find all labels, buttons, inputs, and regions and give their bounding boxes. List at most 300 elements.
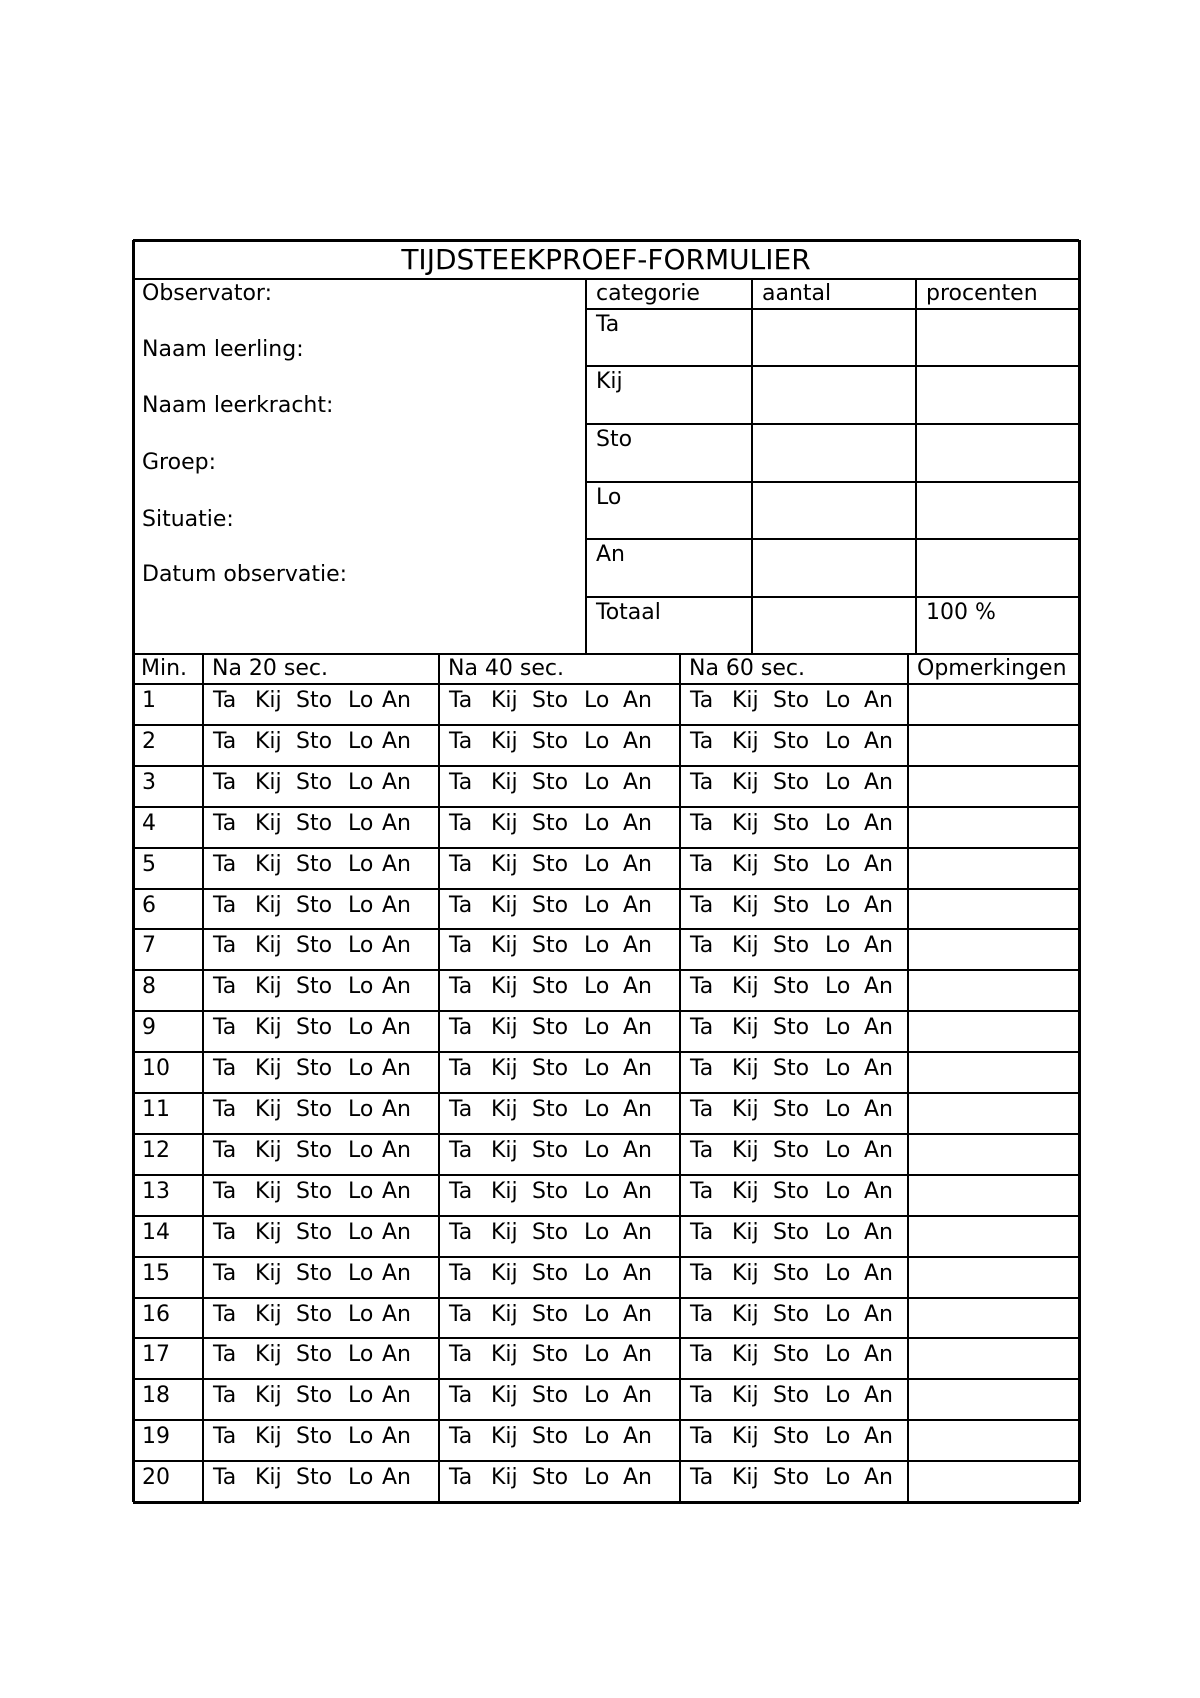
code-option-lo[interactable]: Lo xyxy=(348,688,374,713)
code-option-ta[interactable]: Ta xyxy=(449,892,473,918)
code-option-sto[interactable]: Sto xyxy=(296,933,333,959)
code-option-an[interactable]: An xyxy=(864,688,893,713)
code-option-an[interactable]: An xyxy=(382,1465,411,1491)
code-option-sto[interactable]: Sto xyxy=(773,769,810,795)
code-option-lo[interactable]: Lo xyxy=(584,933,610,959)
remark-field[interactable] xyxy=(908,1298,1079,1339)
code-option-sto[interactable]: Sto xyxy=(296,728,333,754)
code-option-kij[interactable]: Kij xyxy=(732,769,759,795)
code-option-sto[interactable]: Sto xyxy=(296,1301,333,1327)
code-option-lo[interactable]: Lo xyxy=(825,892,851,918)
code-option-kij[interactable]: Kij xyxy=(491,769,518,795)
code-option-an[interactable]: An xyxy=(382,892,411,918)
code-option-ta[interactable]: Ta xyxy=(690,1424,714,1450)
code-option-an[interactable]: An xyxy=(864,769,893,795)
code-option-kij[interactable]: Kij xyxy=(732,728,759,754)
code-option-lo[interactable]: Lo xyxy=(584,688,610,713)
code-option-lo[interactable]: Lo xyxy=(348,728,374,754)
code-option-an[interactable]: An xyxy=(623,728,652,754)
code-option-kij[interactable]: Kij xyxy=(255,1424,282,1450)
code-option-kij[interactable]: Kij xyxy=(491,974,518,1000)
code-option-sto[interactable]: Sto xyxy=(532,769,569,795)
code-option-kij[interactable]: Kij xyxy=(491,1260,518,1286)
code-option-ta[interactable]: Ta xyxy=(690,1015,714,1041)
code-option-sto[interactable]: Sto xyxy=(296,1465,333,1491)
code-option-kij[interactable]: Kij xyxy=(732,1465,759,1491)
code-option-lo[interactable]: Lo xyxy=(584,1260,610,1286)
code-option-sto[interactable]: Sto xyxy=(532,1301,569,1327)
code-option-sto[interactable]: Sto xyxy=(532,1465,569,1491)
code-option-lo[interactable]: Lo xyxy=(584,892,610,918)
code-option-an[interactable]: An xyxy=(623,1342,652,1368)
code-option-kij[interactable]: Kij xyxy=(491,1056,518,1082)
code-option-lo[interactable]: Lo xyxy=(825,933,851,959)
code-option-kij[interactable]: Kij xyxy=(491,933,518,959)
code-option-sto[interactable]: Sto xyxy=(296,1015,333,1041)
code-option-kij[interactable]: Kij xyxy=(255,1219,282,1245)
code-option-ta[interactable]: Ta xyxy=(213,1342,237,1368)
code-option-lo[interactable]: Lo xyxy=(584,1097,610,1122)
code-option-sto[interactable]: Sto xyxy=(773,1342,810,1368)
code-option-lo[interactable]: Lo xyxy=(825,1137,851,1163)
code-option-an[interactable]: An xyxy=(382,810,411,836)
code-option-kij[interactable]: Kij xyxy=(491,1383,518,1409)
code-option-ta[interactable]: Ta xyxy=(213,933,237,959)
code-option-an[interactable]: An xyxy=(864,1178,893,1204)
code-option-kij[interactable]: Kij xyxy=(732,1097,759,1122)
code-option-ta[interactable]: Ta xyxy=(213,1465,237,1491)
code-option-lo[interactable]: Lo xyxy=(825,1015,851,1041)
code-option-an[interactable]: An xyxy=(382,933,411,959)
code-option-an[interactable]: An xyxy=(623,1056,652,1082)
code-option-kij[interactable]: Kij xyxy=(732,1056,759,1082)
code-option-an[interactable]: An xyxy=(382,1424,411,1450)
code-option-lo[interactable]: Lo xyxy=(348,1424,374,1450)
code-option-kij[interactable]: Kij xyxy=(255,1301,282,1327)
code-option-an[interactable]: An xyxy=(864,1424,893,1450)
code-option-kij[interactable]: Kij xyxy=(255,1178,282,1204)
code-option-lo[interactable]: Lo xyxy=(584,810,610,836)
remark-field[interactable] xyxy=(908,889,1079,930)
code-option-ta[interactable]: Ta xyxy=(449,851,473,877)
code-option-an[interactable]: An xyxy=(864,1260,893,1286)
code-option-an[interactable]: An xyxy=(864,1137,893,1163)
code-option-an[interactable]: An xyxy=(864,1056,893,1082)
code-option-kij[interactable]: Kij xyxy=(491,1137,518,1163)
code-option-ta[interactable]: Ta xyxy=(213,1260,237,1286)
code-option-kij[interactable]: Kij xyxy=(255,1056,282,1082)
code-option-ta[interactable]: Ta xyxy=(690,1342,714,1368)
code-option-an[interactable]: An xyxy=(864,1097,893,1122)
code-option-ta[interactable]: Ta xyxy=(213,1056,237,1082)
code-option-lo[interactable]: Lo xyxy=(584,851,610,877)
code-option-sto[interactable]: Sto xyxy=(296,1137,333,1163)
code-option-ta[interactable]: Ta xyxy=(690,1260,714,1286)
code-option-lo[interactable]: Lo xyxy=(348,933,374,959)
code-option-lo[interactable]: Lo xyxy=(584,1465,610,1491)
code-option-sto[interactable]: Sto xyxy=(532,974,569,1000)
code-option-lo[interactable]: Lo xyxy=(348,769,374,795)
code-option-lo[interactable]: Lo xyxy=(584,1178,610,1204)
code-option-ta[interactable]: Ta xyxy=(213,1424,237,1450)
code-option-ta[interactable]: Ta xyxy=(449,1383,473,1409)
code-option-an[interactable]: An xyxy=(864,933,893,959)
code-option-ta[interactable]: Ta xyxy=(449,1465,473,1491)
code-option-ta[interactable]: Ta xyxy=(213,1178,237,1204)
code-option-lo[interactable]: Lo xyxy=(584,1383,610,1409)
code-option-kij[interactable]: Kij xyxy=(491,851,518,877)
code-option-ta[interactable]: Ta xyxy=(213,1137,237,1163)
code-option-an[interactable]: An xyxy=(623,892,652,918)
code-option-kij[interactable]: Kij xyxy=(255,728,282,754)
remark-field[interactable] xyxy=(908,1011,1079,1052)
remark-field[interactable] xyxy=(908,1134,1079,1175)
remark-field[interactable] xyxy=(908,1461,1079,1502)
remark-field[interactable] xyxy=(908,1216,1079,1257)
code-option-sto[interactable]: Sto xyxy=(296,892,333,918)
code-option-kij[interactable]: Kij xyxy=(491,1219,518,1245)
code-option-sto[interactable]: Sto xyxy=(532,1219,569,1245)
code-option-an[interactable]: An xyxy=(382,1178,411,1204)
code-option-an[interactable]: An xyxy=(382,851,411,877)
code-option-ta[interactable]: Ta xyxy=(449,1342,473,1368)
code-option-lo[interactable]: Lo xyxy=(825,1342,851,1368)
code-option-sto[interactable]: Sto xyxy=(532,933,569,959)
code-option-lo[interactable]: Lo xyxy=(348,1342,374,1368)
code-option-sto[interactable]: Sto xyxy=(296,769,333,795)
code-option-lo[interactable]: Lo xyxy=(825,1383,851,1409)
code-option-an[interactable]: An xyxy=(864,810,893,836)
remark-field[interactable] xyxy=(908,684,1079,725)
code-option-lo[interactable]: Lo xyxy=(584,1015,610,1041)
code-option-lo[interactable]: Lo xyxy=(825,974,851,1000)
code-option-an[interactable]: An xyxy=(382,1137,411,1163)
remark-field[interactable] xyxy=(908,1257,1079,1298)
code-option-kij[interactable]: Kij xyxy=(732,1219,759,1245)
code-option-an[interactable]: An xyxy=(864,892,893,918)
code-option-an[interactable]: An xyxy=(623,851,652,877)
remark-field[interactable] xyxy=(908,929,1079,970)
code-option-an[interactable]: An xyxy=(864,1301,893,1327)
code-option-an[interactable]: An xyxy=(864,1383,893,1409)
code-option-sto[interactable]: Sto xyxy=(532,688,569,713)
code-option-ta[interactable]: Ta xyxy=(690,1219,714,1245)
code-option-kij[interactable]: Kij xyxy=(732,1137,759,1163)
code-option-sto[interactable]: Sto xyxy=(773,1301,810,1327)
code-option-kij[interactable]: Kij xyxy=(732,1178,759,1204)
code-option-kij[interactable]: Kij xyxy=(491,892,518,918)
code-option-lo[interactable]: Lo xyxy=(584,728,610,754)
code-option-kij[interactable]: Kij xyxy=(732,1424,759,1450)
code-option-ta[interactable]: Ta xyxy=(690,892,714,918)
code-option-ta[interactable]: Ta xyxy=(449,769,473,795)
code-option-sto[interactable]: Sto xyxy=(296,1056,333,1082)
code-option-ta[interactable]: Ta xyxy=(690,1137,714,1163)
code-option-kij[interactable]: Kij xyxy=(491,1015,518,1041)
code-option-ta[interactable]: Ta xyxy=(690,1056,714,1082)
code-option-lo[interactable]: Lo xyxy=(348,974,374,1000)
code-option-sto[interactable]: Sto xyxy=(532,1424,569,1450)
code-option-an[interactable]: An xyxy=(623,1097,652,1122)
code-option-lo[interactable]: Lo xyxy=(348,1260,374,1286)
code-option-an[interactable]: An xyxy=(864,1342,893,1368)
code-option-sto[interactable]: Sto xyxy=(532,892,569,918)
code-option-an[interactable]: An xyxy=(623,769,652,795)
code-option-an[interactable]: An xyxy=(623,1383,652,1409)
code-option-lo[interactable]: Lo xyxy=(348,1056,374,1082)
code-option-an[interactable]: An xyxy=(864,1015,893,1041)
code-option-sto[interactable]: Sto xyxy=(773,1219,810,1245)
remark-field[interactable] xyxy=(908,1052,1079,1093)
code-option-an[interactable]: An xyxy=(864,851,893,877)
code-option-an[interactable]: An xyxy=(382,1097,411,1122)
code-option-kij[interactable]: Kij xyxy=(732,892,759,918)
code-option-lo[interactable]: Lo xyxy=(348,1015,374,1041)
code-option-lo[interactable]: Lo xyxy=(825,1056,851,1082)
code-option-sto[interactable]: Sto xyxy=(296,1219,333,1245)
code-option-ta[interactable]: Ta xyxy=(213,769,237,795)
code-option-kij[interactable]: Kij xyxy=(491,1301,518,1327)
code-option-sto[interactable]: Sto xyxy=(296,1424,333,1450)
code-option-sto[interactable]: Sto xyxy=(532,1097,569,1122)
code-option-ta[interactable]: Ta xyxy=(449,1301,473,1327)
code-option-lo[interactable]: Lo xyxy=(584,769,610,795)
code-option-kij[interactable]: Kij xyxy=(255,1097,282,1122)
code-option-kij[interactable]: Kij xyxy=(255,1137,282,1163)
code-option-an[interactable]: An xyxy=(382,769,411,795)
code-option-lo[interactable]: Lo xyxy=(825,1178,851,1204)
code-option-ta[interactable]: Ta xyxy=(449,810,473,836)
code-option-kij[interactable]: Kij xyxy=(732,1342,759,1368)
code-option-kij[interactable]: Kij xyxy=(732,810,759,836)
code-option-ta[interactable]: Ta xyxy=(449,1056,473,1082)
code-option-kij[interactable]: Kij xyxy=(732,974,759,1000)
code-option-ta[interactable]: Ta xyxy=(213,1383,237,1409)
code-option-sto[interactable]: Sto xyxy=(296,851,333,877)
code-option-kij[interactable]: Kij xyxy=(491,810,518,836)
code-option-an[interactable]: An xyxy=(623,688,652,713)
code-option-an[interactable]: An xyxy=(382,1383,411,1409)
code-option-sto[interactable]: Sto xyxy=(296,688,333,713)
code-option-sto[interactable]: Sto xyxy=(296,1260,333,1286)
code-option-ta[interactable]: Ta xyxy=(690,810,714,836)
code-option-ta[interactable]: Ta xyxy=(213,1301,237,1327)
remark-field[interactable] xyxy=(908,1093,1079,1134)
code-option-sto[interactable]: Sto xyxy=(532,1015,569,1041)
code-option-lo[interactable]: Lo xyxy=(825,1465,851,1491)
code-option-kij[interactable]: Kij xyxy=(255,810,282,836)
code-option-lo[interactable]: Lo xyxy=(584,1301,610,1327)
code-option-kij[interactable]: Kij xyxy=(255,933,282,959)
code-option-ta[interactable]: Ta xyxy=(449,1015,473,1041)
code-option-an[interactable]: An xyxy=(382,1260,411,1286)
code-option-lo[interactable]: Lo xyxy=(348,1178,374,1204)
code-option-an[interactable]: An xyxy=(382,1219,411,1245)
code-option-ta[interactable]: Ta xyxy=(449,1137,473,1163)
code-option-sto[interactable]: Sto xyxy=(296,974,333,1000)
code-option-ta[interactable]: Ta xyxy=(213,1015,237,1041)
code-option-ta[interactable]: Ta xyxy=(213,1219,237,1245)
code-option-ta[interactable]: Ta xyxy=(213,728,237,754)
code-option-an[interactable]: An xyxy=(623,1178,652,1204)
code-option-kij[interactable]: Kij xyxy=(732,1015,759,1041)
code-option-an[interactable]: An xyxy=(382,1056,411,1082)
code-option-lo[interactable]: Lo xyxy=(348,1301,374,1327)
code-option-ta[interactable]: Ta xyxy=(690,933,714,959)
code-option-lo[interactable]: Lo xyxy=(825,1097,851,1122)
code-option-ta[interactable]: Ta xyxy=(449,1219,473,1245)
code-option-ta[interactable]: Ta xyxy=(449,933,473,959)
code-option-ta[interactable]: Ta xyxy=(690,851,714,877)
code-option-lo[interactable]: Lo xyxy=(825,728,851,754)
remark-field[interactable] xyxy=(908,725,1079,766)
code-option-lo[interactable]: Lo xyxy=(825,1301,851,1327)
code-option-sto[interactable]: Sto xyxy=(532,728,569,754)
code-option-lo[interactable]: Lo xyxy=(348,1219,374,1245)
code-option-kij[interactable]: Kij xyxy=(255,892,282,918)
code-option-ta[interactable]: Ta xyxy=(449,1260,473,1286)
remark-field[interactable] xyxy=(908,1420,1079,1461)
code-option-sto[interactable]: Sto xyxy=(773,933,810,959)
code-option-an[interactable]: An xyxy=(623,1301,652,1327)
code-option-lo[interactable]: Lo xyxy=(348,1137,374,1163)
code-option-kij[interactable]: Kij xyxy=(255,1015,282,1041)
code-option-sto[interactable]: Sto xyxy=(532,1137,569,1163)
code-option-ta[interactable]: Ta xyxy=(690,769,714,795)
code-option-an[interactable]: An xyxy=(623,1260,652,1286)
code-option-kij[interactable]: Kij xyxy=(255,974,282,1000)
code-option-sto[interactable]: Sto xyxy=(773,1383,810,1409)
code-option-kij[interactable]: Kij xyxy=(255,688,282,713)
code-option-kij[interactable]: Kij xyxy=(255,1465,282,1491)
code-option-an[interactable]: An xyxy=(382,688,411,713)
code-option-ta[interactable]: Ta xyxy=(449,1097,473,1122)
code-option-sto[interactable]: Sto xyxy=(532,1178,569,1204)
code-option-lo[interactable]: Lo xyxy=(584,1424,610,1450)
code-option-ta[interactable]: Ta xyxy=(690,974,714,1000)
code-option-kij[interactable]: Kij xyxy=(491,1465,518,1491)
code-option-ta[interactable]: Ta xyxy=(690,1178,714,1204)
code-option-ta[interactable]: Ta xyxy=(690,1465,714,1491)
code-option-lo[interactable]: Lo xyxy=(348,1097,374,1122)
code-option-kij[interactable]: Kij xyxy=(732,1260,759,1286)
code-option-kij[interactable]: Kij xyxy=(732,933,759,959)
code-option-sto[interactable]: Sto xyxy=(773,810,810,836)
remark-field[interactable] xyxy=(908,848,1079,889)
code-option-lo[interactable]: Lo xyxy=(584,1056,610,1082)
code-option-kij[interactable]: Kij xyxy=(491,1424,518,1450)
code-option-kij[interactable]: Kij xyxy=(255,769,282,795)
code-option-an[interactable]: An xyxy=(382,1342,411,1368)
code-option-lo[interactable]: Lo xyxy=(825,810,851,836)
code-option-ta[interactable]: Ta xyxy=(213,851,237,877)
code-option-an[interactable]: An xyxy=(382,1015,411,1041)
code-option-ta[interactable]: Ta xyxy=(690,1097,714,1122)
code-option-sto[interactable]: Sto xyxy=(532,1260,569,1286)
code-option-kij[interactable]: Kij xyxy=(491,1342,518,1368)
code-option-sto[interactable]: Sto xyxy=(773,688,810,713)
code-option-an[interactable]: An xyxy=(382,1301,411,1327)
code-option-an[interactable]: An xyxy=(864,1465,893,1491)
code-option-lo[interactable]: Lo xyxy=(348,810,374,836)
code-option-kij[interactable]: Kij xyxy=(491,1178,518,1204)
remark-field[interactable] xyxy=(908,1175,1079,1216)
code-option-lo[interactable]: Lo xyxy=(348,892,374,918)
code-option-lo[interactable]: Lo xyxy=(348,1465,374,1491)
code-option-sto[interactable]: Sto xyxy=(773,974,810,1000)
remark-field[interactable] xyxy=(908,1338,1079,1379)
code-option-lo[interactable]: Lo xyxy=(584,1219,610,1245)
code-option-ta[interactable]: Ta xyxy=(449,1424,473,1450)
code-option-lo[interactable]: Lo xyxy=(584,1342,610,1368)
code-option-an[interactable]: An xyxy=(623,1465,652,1491)
code-option-kij[interactable]: Kij xyxy=(255,1260,282,1286)
code-option-ta[interactable]: Ta xyxy=(690,688,714,713)
code-option-sto[interactable]: Sto xyxy=(773,1178,810,1204)
code-option-kij[interactable]: Kij xyxy=(732,851,759,877)
code-option-sto[interactable]: Sto xyxy=(773,1056,810,1082)
code-option-sto[interactable]: Sto xyxy=(773,1260,810,1286)
code-option-sto[interactable]: Sto xyxy=(773,892,810,918)
code-option-sto[interactable]: Sto xyxy=(773,1097,810,1122)
remark-field[interactable] xyxy=(908,807,1079,848)
code-option-sto[interactable]: Sto xyxy=(296,810,333,836)
code-option-kij[interactable]: Kij xyxy=(732,1383,759,1409)
code-option-kij[interactable]: Kij xyxy=(491,728,518,754)
remark-field[interactable] xyxy=(908,970,1079,1011)
code-option-kij[interactable]: Kij xyxy=(732,1301,759,1327)
code-option-ta[interactable]: Ta xyxy=(213,1097,237,1122)
code-option-kij[interactable]: Kij xyxy=(732,688,759,713)
remark-field[interactable] xyxy=(908,766,1079,807)
code-option-lo[interactable]: Lo xyxy=(348,1383,374,1409)
code-option-ta[interactable]: Ta xyxy=(213,810,237,836)
code-option-lo[interactable]: Lo xyxy=(584,974,610,1000)
code-option-kij[interactable]: Kij xyxy=(491,688,518,713)
code-option-sto[interactable]: Sto xyxy=(532,851,569,877)
code-option-sto[interactable]: Sto xyxy=(773,1015,810,1041)
code-option-ta[interactable]: Ta xyxy=(449,974,473,1000)
code-option-sto[interactable]: Sto xyxy=(773,728,810,754)
remark-field[interactable] xyxy=(908,1379,1079,1420)
code-option-an[interactable]: An xyxy=(623,1137,652,1163)
code-option-an[interactable]: An xyxy=(382,728,411,754)
code-option-ta[interactable]: Ta xyxy=(690,1301,714,1327)
code-option-lo[interactable]: Lo xyxy=(348,851,374,877)
code-option-sto[interactable]: Sto xyxy=(532,1383,569,1409)
code-option-ta[interactable]: Ta xyxy=(690,728,714,754)
code-option-lo[interactable]: Lo xyxy=(825,1219,851,1245)
code-option-an[interactable]: An xyxy=(623,974,652,1000)
code-option-sto[interactable]: Sto xyxy=(296,1097,333,1122)
code-option-ta[interactable]: Ta xyxy=(449,728,473,754)
code-option-kij[interactable]: Kij xyxy=(491,1097,518,1122)
code-option-sto[interactable]: Sto xyxy=(773,1137,810,1163)
code-option-ta[interactable]: Ta xyxy=(449,1178,473,1204)
code-option-an[interactable]: An xyxy=(623,1015,652,1041)
code-option-kij[interactable]: Kij xyxy=(255,1383,282,1409)
code-option-sto[interactable]: Sto xyxy=(296,1178,333,1204)
code-option-an[interactable]: An xyxy=(623,810,652,836)
code-option-kij[interactable]: Kij xyxy=(255,1342,282,1368)
code-option-sto[interactable]: Sto xyxy=(296,1383,333,1409)
code-option-lo[interactable]: Lo xyxy=(825,769,851,795)
code-option-an[interactable]: An xyxy=(864,728,893,754)
code-option-ta[interactable]: Ta xyxy=(449,688,473,713)
code-option-sto[interactable]: Sto xyxy=(773,1465,810,1491)
code-option-an[interactable]: An xyxy=(864,1219,893,1245)
code-option-an[interactable]: An xyxy=(623,1219,652,1245)
